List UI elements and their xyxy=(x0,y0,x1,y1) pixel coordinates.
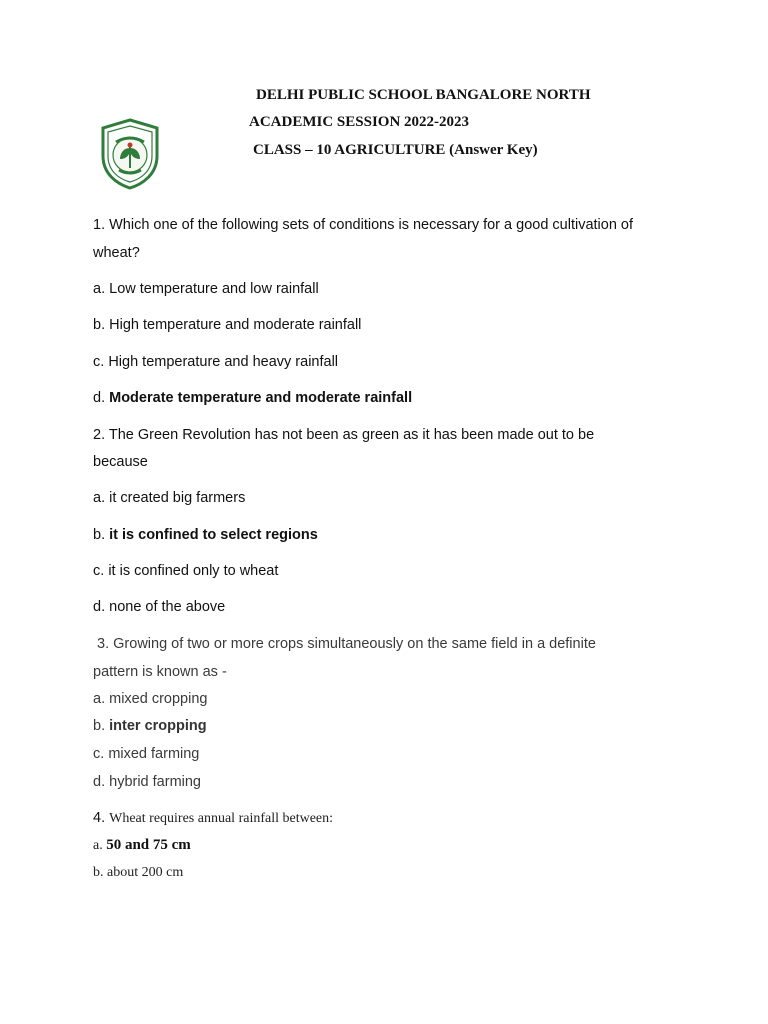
academic-session: ACADEMIC SESSION 2022-2023 xyxy=(249,114,470,130)
question-4-option-b: b. about 200 cm xyxy=(93,865,184,880)
question-4-option-a-answer: a. 50 and 75 cm xyxy=(93,837,191,853)
question-1-stem-line1: 1. Which one of the following sets of conditions is necessary for a good cultivation of xyxy=(93,217,634,233)
question-2-option-c: c. it is confined only to wheat xyxy=(93,563,279,579)
question-4-stem: 4. Wheat requires annual rainfall between: xyxy=(93,810,334,826)
question-1-option-d-answer: d. Moderate temperature and moderate rainfall xyxy=(93,390,413,406)
question-2-option-d: d. none of the above xyxy=(93,599,226,615)
question-2-stem-line1: 2. The Green Revolution has not been as green as it has been made out to be xyxy=(93,427,595,443)
question-1-option-b: b. High temperature and moderate rainfall xyxy=(93,317,362,333)
question-2-stem-line2: because xyxy=(93,454,148,470)
question-3-option-c: c. mixed farming xyxy=(93,746,200,762)
question-2-option-b-answer: b. it is confined to select regions xyxy=(93,527,318,543)
question-1-option-a: a. Low temperature and low rainfall xyxy=(93,281,319,297)
class-subject-title: CLASS – 10 AGRICULTURE (Answer Key) xyxy=(253,142,538,158)
question-3-option-d: d. hybrid farming xyxy=(93,774,201,790)
school-name: DELHI PUBLIC SCHOOL BANGALORE NORTH xyxy=(256,87,591,103)
question-2-option-a: a. it created big farmers xyxy=(93,490,246,506)
question-3-option-b-answer: b. inter cropping xyxy=(93,718,207,734)
question-1-option-c: c. High temperature and heavy rainfall xyxy=(93,354,339,370)
question-3-stem-line2: pattern is known as - xyxy=(93,664,227,680)
question-3-stem-line1: 3. Growing of two or more crops simultaneously on the same field in a definite xyxy=(93,636,596,652)
question-3-option-a: a. mixed cropping xyxy=(93,691,208,707)
question-1-stem-line2: wheat? xyxy=(93,245,140,261)
school-crest-icon xyxy=(97,118,163,190)
